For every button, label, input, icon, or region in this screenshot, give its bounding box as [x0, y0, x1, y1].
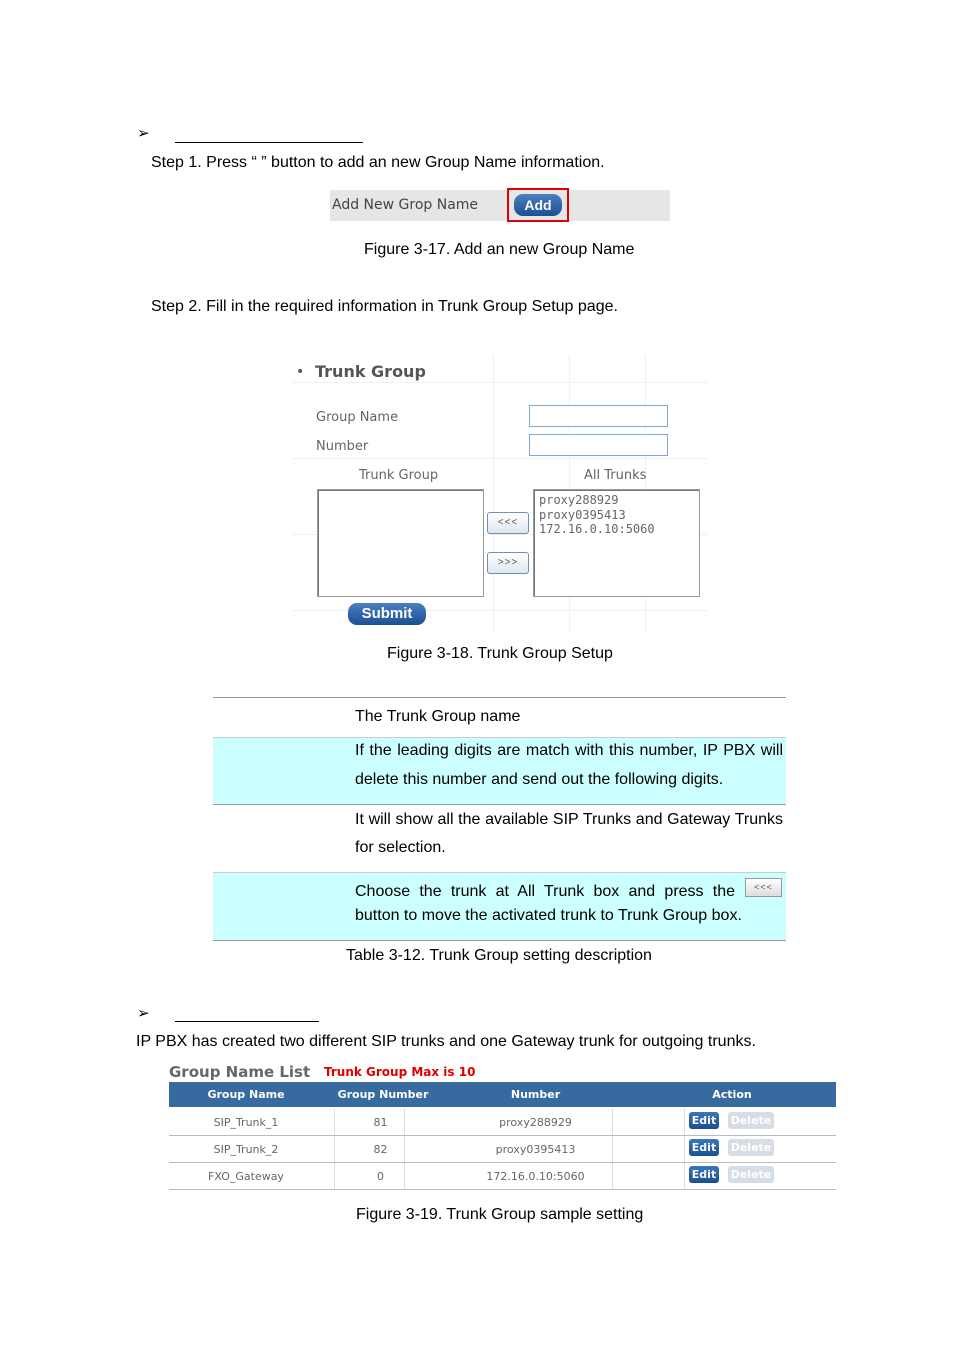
row-group-number: 82 [373, 1143, 388, 1156]
all-trunks-header: All Trunks [584, 468, 647, 483]
col-group-number: Group Number [337, 1088, 429, 1101]
desc-row3-line1: It will show all the available SIP Trunks and Gateway Trunks [355, 811, 783, 828]
trunk-group-title: Trunk Group [315, 362, 426, 381]
step2-text: Step 2. Fill in the required information in Trunk Group Setup page. [151, 298, 618, 315]
figure-18-caption: Figure 3-18. Trunk Group Setup [387, 645, 613, 662]
row-number: 172.16.0.10:5060 [486, 1170, 585, 1183]
number-label: Number [316, 439, 369, 454]
desc-row1: The Trunk Group name [355, 708, 521, 725]
edit-button[interactable]: Edit [689, 1166, 719, 1183]
table-row [169, 1136, 836, 1163]
move-left-button[interactable]: <<< [487, 512, 529, 534]
desc-row2-line2: delete this number and send out the following digits. [355, 771, 724, 788]
table-row [169, 1163, 836, 1190]
figure-19-caption: Figure 3-19. Trunk Group sample setting [356, 1206, 644, 1223]
section-heading-underline [175, 142, 363, 143]
add-group-label: Add New Grop Name [332, 197, 479, 213]
section-heading-underline [175, 1021, 319, 1022]
desc-row2-line1: If the leading digits are match with this number, IP PBX will [355, 742, 783, 759]
move-left-small-button: <<< [745, 878, 782, 897]
table-rule [213, 697, 786, 698]
group-name-list-title: Group Name List [169, 1063, 311, 1081]
trunk-group-header: Trunk Group [359, 468, 439, 483]
edit-button[interactable]: Edit [689, 1112, 719, 1129]
step1-text: Step 1. Press “ ” button to add an new Group Name information. [151, 154, 605, 171]
table-row [169, 1109, 836, 1136]
row-group-number: 81 [373, 1116, 388, 1129]
row-number: proxy0395413 [495, 1143, 576, 1156]
group-name-label: Group Name [316, 410, 399, 425]
add-button[interactable]: Add [514, 194, 562, 216]
group-list-header [169, 1082, 836, 1107]
col-group-name: Group Name [207, 1088, 285, 1101]
trunk-group-listbox[interactable] [317, 489, 484, 597]
col-number: Number [510, 1088, 561, 1101]
all-trunks-listbox[interactable] [533, 489, 700, 597]
section-bullet: • [296, 364, 305, 380]
group-name-input[interactable] [529, 405, 668, 427]
row-number: proxy288929 [499, 1116, 572, 1129]
list-item[interactable]: 172.16.0.10:5060 [539, 522, 655, 536]
move-right-button[interactable]: >>> [487, 552, 529, 574]
list-item[interactable]: proxy288929 [539, 493, 619, 507]
section2-intro: IP PBX has created two different SIP trunks and one Gateway trunk for outgoing trunks. [136, 1033, 756, 1050]
delete-button[interactable]: Delete [728, 1139, 774, 1156]
desc-row4-line1: Choose the trunk at All Trunk box and press the [355, 883, 735, 900]
number-input[interactable] [529, 434, 668, 456]
desc-row4-line2: button to move the activated trunk to Trunk Group box. [355, 907, 742, 924]
bullet-arrow-icon: ➢ [137, 1005, 150, 1022]
row-group-name: FXO_Gateway [208, 1170, 284, 1183]
figure-17-caption: Figure 3-17. Add an new Group Name [364, 241, 635, 258]
desc-row3-line2: for selection. [355, 839, 446, 856]
trunk-group-max-note: Trunk Group Max is 10 [324, 1065, 476, 1079]
submit-button[interactable]: Submit [348, 603, 426, 625]
row-group-name: SIP_Trunk_2 [213, 1143, 279, 1156]
row-group-number: 0 [377, 1170, 384, 1183]
row-group-name: SIP_Trunk_1 [213, 1116, 279, 1129]
bullet-arrow-icon: ➢ [137, 125, 150, 142]
edit-button[interactable]: Edit [689, 1139, 719, 1156]
col-action: Action [712, 1088, 752, 1101]
table-12-caption: Table 3-12. Trunk Group setting description [346, 947, 652, 964]
add-group-bar [330, 190, 670, 221]
list-item[interactable]: proxy0395413 [539, 507, 626, 522]
delete-button[interactable]: Delete [728, 1166, 774, 1183]
delete-button[interactable]: Delete [728, 1112, 774, 1129]
